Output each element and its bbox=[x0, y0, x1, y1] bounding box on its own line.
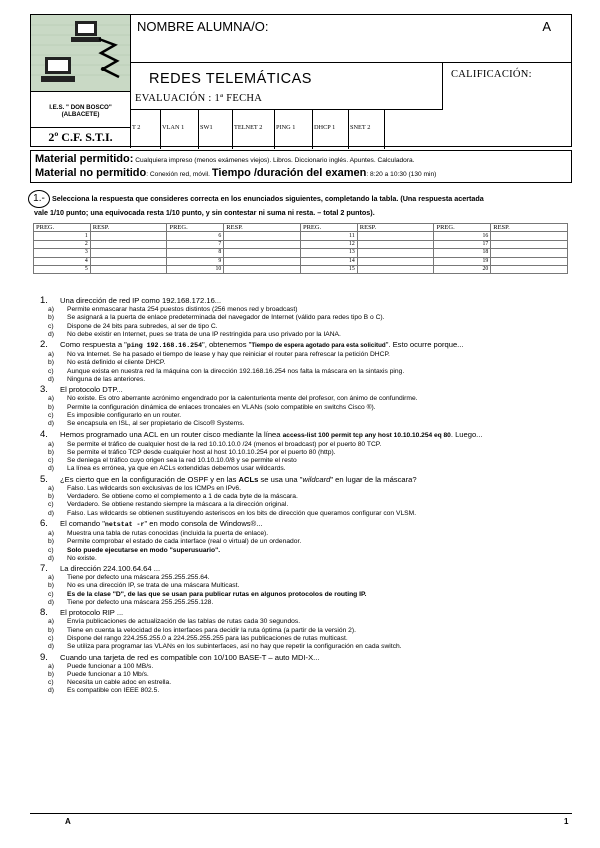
answer-cell[interactable] bbox=[224, 265, 301, 273]
option-key: a) bbox=[48, 395, 54, 403]
option-key: b) bbox=[48, 670, 54, 678]
option-text: Es compatible con IEEE 802.5. bbox=[67, 687, 160, 695]
network-computers-icon bbox=[31, 15, 131, 91]
question-number: 8 bbox=[167, 249, 224, 257]
answer-option[interactable] bbox=[40, 501, 580, 509]
option-text: No está definido el cliente DHCP. bbox=[67, 359, 166, 367]
question-number: 6 bbox=[167, 232, 224, 240]
exam-time-text: : 8:20 a 10:30 (130 min) bbox=[366, 171, 437, 178]
question-number: 16 bbox=[434, 232, 491, 240]
answer-option[interactable] bbox=[40, 687, 580, 695]
question-text: ". Esto ocurre porque... bbox=[385, 340, 464, 350]
option-key: a) bbox=[48, 440, 54, 448]
option-key: c) bbox=[48, 546, 54, 554]
command-text: access-list 100 permit tcp any host 10.10.10.254 eq 80 bbox=[282, 431, 451, 439]
question-item bbox=[40, 340, 580, 384]
option-text: Necesita un cable adoc en estrella. bbox=[67, 679, 172, 687]
answer-cell[interactable] bbox=[491, 249, 568, 257]
course-name: 2º C.F. S.T.I. bbox=[31, 127, 131, 148]
option-text: Se encapsula en ISL, al ser propietario de Cisco® Systems. bbox=[67, 420, 245, 428]
option-text: La línea es errónea, ya que en ACLs extendidas debemos usar wildcards. bbox=[67, 465, 286, 473]
option-text: Solo puede ejecutarse en modo "superusuario". bbox=[67, 546, 221, 554]
answer-option[interactable] bbox=[40, 395, 580, 403]
question-num: 4. bbox=[40, 428, 48, 440]
option-text: No es una dirección IP, se trata de una máscara Multicast. bbox=[67, 582, 240, 590]
question-text: se usa una " bbox=[258, 474, 303, 484]
question-item bbox=[40, 608, 580, 651]
option-key: d) bbox=[48, 643, 54, 651]
option-key: b) bbox=[48, 582, 54, 590]
answer-cell[interactable] bbox=[90, 265, 167, 273]
material-box bbox=[30, 150, 572, 183]
grid-row bbox=[34, 232, 568, 240]
option-key: d) bbox=[48, 376, 54, 384]
option-text: Ninguna de las anteriores. bbox=[67, 376, 146, 384]
option-key: c) bbox=[48, 322, 54, 330]
answer-cell[interactable] bbox=[224, 249, 301, 257]
option-text: Permite comprobar el estado de cada interface (real o virtual) de un ordenador. bbox=[67, 538, 302, 546]
answer-option[interactable] bbox=[40, 493, 580, 501]
answer-option[interactable] bbox=[40, 359, 580, 367]
option-key: a) bbox=[48, 618, 54, 626]
option-key: b) bbox=[48, 448, 54, 456]
option-text: Envía publicaciones de actualización de las tablas de rutas cada 30 segundos. bbox=[67, 618, 301, 626]
answer-cell[interactable] bbox=[357, 232, 434, 240]
evaluation-date: EVALUACIÓN : 1ª FECHA bbox=[135, 93, 263, 104]
question-text: La dirección 224.100.64.64 ... bbox=[60, 564, 161, 574]
answer-cell[interactable] bbox=[357, 249, 434, 257]
option-text: Tiene por defecto una máscara 255.255.255.64. bbox=[67, 574, 210, 582]
option-text: Dispone de 24 bits para subredes, al ser de tipo C. bbox=[67, 322, 218, 330]
answer-option[interactable] bbox=[40, 663, 580, 671]
grade-label: CALIFICACIÓN: bbox=[451, 69, 532, 80]
option-text: Es de la clase "D", de las que se usan para publicar rutas en algunos protocolos de routing IP. bbox=[67, 590, 367, 598]
option-text: Aunque exista en nuestra red la máquina con la dirección 192.168.16.254 nos falta la máscara en la sintaxis ping. bbox=[67, 367, 405, 375]
option-text: Puede funcionar a 10 Mb/s. bbox=[67, 670, 149, 678]
option-text: Dispone del rango 224.255.255.0 a 224.255.255.255 para las publicaciones de rutas multicast. bbox=[67, 634, 348, 642]
option-key: d) bbox=[48, 465, 54, 473]
option-text: No existe. Es otro aberrante acrónimo engendrado por la calenturienta mente del profesor, con ánimo de confundirme. bbox=[67, 395, 418, 403]
question-item bbox=[40, 430, 580, 474]
instructions-line-1: Selecciona la respuesta que consideres correcta en los enunciados siguientes, completando la tabla. (Una respuesta acertada bbox=[52, 193, 484, 203]
school-logo bbox=[31, 15, 131, 91]
question-text: Como respuesta a " bbox=[60, 340, 127, 350]
answer-option[interactable] bbox=[40, 457, 580, 465]
material-allowed-line bbox=[35, 153, 567, 167]
answer-option[interactable] bbox=[40, 510, 580, 518]
question-text: wildcard bbox=[302, 474, 331, 484]
option-key: c) bbox=[48, 457, 54, 465]
grid-header: PREG. bbox=[34, 224, 91, 232]
footer-divider bbox=[30, 813, 572, 814]
option-key: d) bbox=[48, 554, 54, 562]
option-text: Se asignará a la puerta de enlace predeterminada del navegador de Internet (válido para redes tipo B o C). bbox=[67, 314, 385, 322]
question-number: 3 bbox=[34, 249, 91, 257]
question-number: 17 bbox=[434, 240, 491, 248]
question-num: 2. bbox=[40, 339, 48, 351]
answer-cell[interactable] bbox=[90, 232, 167, 240]
grid-header: RESP. bbox=[357, 224, 434, 232]
question-text: " en modo consola de Windows®... bbox=[144, 518, 263, 528]
topic-cell: SW1 bbox=[199, 110, 233, 149]
option-key: b) bbox=[48, 538, 54, 546]
answer-option[interactable] bbox=[40, 643, 580, 651]
option-text: Puede funcionar a 100 MB/s. bbox=[67, 662, 154, 670]
school-name-line: I.E.S. " DON BOSCO" bbox=[49, 104, 112, 111]
option-text: Muestra una tabla de rutas conocidas (incluida la puerta de enlace). bbox=[67, 529, 269, 537]
option-text: Se utiliza para programar las VLANs en los subinterfaces, así no hay que repetir la configuración en cada switch. bbox=[67, 643, 402, 651]
answer-option[interactable] bbox=[40, 591, 580, 599]
question-item bbox=[40, 475, 580, 518]
option-key: a) bbox=[48, 574, 54, 582]
question-number: 10 bbox=[167, 265, 224, 273]
option-key: b) bbox=[48, 493, 54, 501]
question-number: 14 bbox=[300, 257, 357, 265]
question-num: 9. bbox=[40, 651, 48, 663]
question-text: ¿Es cierto que en la configuración de OSPF y en las bbox=[60, 474, 239, 484]
topic-cell: VLAN 1 bbox=[161, 110, 199, 149]
exam-header bbox=[30, 14, 572, 147]
option-key: a) bbox=[48, 484, 54, 492]
answer-option[interactable] bbox=[40, 465, 580, 473]
output-text: Tiempo de espera agotado para esta solicitud bbox=[251, 342, 386, 350]
answer-option[interactable] bbox=[40, 351, 580, 359]
option-text: Permite enmascarar hasta 254 puestos distintos (256 menos red y broadcast) bbox=[67, 306, 298, 313]
option-text: Falso. Las wildcards son exclusivas de los ICMPs en IPv6. bbox=[67, 484, 241, 492]
question-text: Cuando una tarjeta de red es compatible con 10/100 BASE-T – auto MDI-X... bbox=[60, 652, 320, 662]
question-text: Una dirección de red IP como 192.168.172.16... bbox=[60, 296, 222, 305]
question-text: El comando " bbox=[60, 518, 105, 528]
grid-header: PREG. bbox=[434, 224, 491, 232]
question-text: . Luego... bbox=[450, 429, 483, 439]
grid-header: RESP. bbox=[90, 224, 167, 232]
answer-cell[interactable] bbox=[357, 265, 434, 273]
question-item bbox=[40, 519, 580, 563]
question-item bbox=[40, 385, 580, 428]
question-number: 7 bbox=[167, 240, 224, 248]
question-num: 8. bbox=[40, 607, 48, 619]
question-number: 19 bbox=[434, 257, 491, 265]
answer-option[interactable] bbox=[40, 538, 580, 546]
option-text: Es imposible configurarlo en un router. bbox=[67, 411, 182, 419]
topic-cell: DHCP 1 bbox=[313, 110, 349, 149]
answer-cell[interactable] bbox=[90, 249, 167, 257]
question-number: 1 bbox=[34, 232, 91, 240]
answer-cell[interactable] bbox=[224, 232, 301, 240]
material-allowed-text: Cualquiera impreso (menos exámenes viejos). Libros. Diccionario inglés. Apuntes. Calculadora. bbox=[135, 157, 415, 164]
section-number: 1.- bbox=[28, 190, 50, 208]
grid-row bbox=[34, 257, 568, 265]
answer-option[interactable] bbox=[40, 555, 580, 563]
option-key: c) bbox=[48, 367, 54, 375]
answer-option[interactable] bbox=[40, 306, 580, 314]
answer-cell[interactable] bbox=[491, 240, 568, 248]
answer-option[interactable] bbox=[40, 404, 580, 412]
option-key: b) bbox=[48, 314, 54, 322]
answer-option[interactable] bbox=[40, 530, 580, 538]
school-city: (ALBACETE) bbox=[61, 111, 100, 118]
option-text: Permite la configuración dinámica de enlaces troncales en VLANs (solo compatible en switchs Cisco ®). bbox=[67, 403, 376, 411]
footer-version: A bbox=[65, 817, 71, 826]
material-forbidden-line bbox=[35, 167, 567, 181]
option-text: Se deniega el tráfico cuyo origen sea la red 10.10.10.0/8 y se permite el resto bbox=[67, 457, 297, 465]
page-number: 1 bbox=[564, 817, 569, 826]
instructions-line-2: vale 1/10 punto; una equivocada resta 1/10 punto, y sin contestar ni suma ni resta. – total 2 puntos). bbox=[34, 208, 375, 217]
question-number: 11 bbox=[300, 232, 357, 240]
answer-option[interactable] bbox=[40, 441, 580, 449]
answer-cell[interactable] bbox=[357, 240, 434, 248]
answer-option[interactable] bbox=[40, 420, 580, 428]
question-number: 15 bbox=[300, 265, 357, 273]
question-num: 1. bbox=[40, 295, 48, 306]
answer-option[interactable] bbox=[40, 599, 580, 607]
question-number: 4 bbox=[34, 257, 91, 265]
answer-option[interactable] bbox=[40, 376, 580, 384]
option-text: Falso. Las wildcards se obtienen sustituyendo asteriscos en los bits de dirección que queramos configurar con VLSM. bbox=[67, 509, 417, 517]
option-text: Se permite el tráfico TCP desde cualquier host al host 10.10.10.254 por el puerto 80 (http). bbox=[67, 448, 336, 456]
answer-cell[interactable] bbox=[90, 240, 167, 248]
question-num: 5. bbox=[40, 473, 48, 485]
answer-option[interactable] bbox=[40, 331, 580, 339]
exam-time-label: Tiempo /duración del examen bbox=[211, 167, 367, 179]
option-text: Se permite el tráfico de cualquier host de la red 10.10.10.0 /24 (menos el broadcast) por el puerto 80 TCP. bbox=[67, 440, 382, 448]
grid-header: RESP. bbox=[491, 224, 568, 232]
question-list bbox=[40, 296, 580, 697]
question-number: 12 bbox=[300, 240, 357, 248]
answer-option[interactable] bbox=[40, 314, 580, 322]
material-forbidden-label: Material no permitido bbox=[35, 167, 147, 179]
subject-title: REDES TELEMÁTICAS bbox=[131, 63, 443, 109]
answer-cell[interactable] bbox=[357, 257, 434, 265]
question-number: 2 bbox=[34, 240, 91, 248]
question-number: 20 bbox=[434, 265, 491, 273]
answer-option[interactable] bbox=[40, 323, 580, 331]
answer-cell[interactable] bbox=[224, 240, 301, 248]
question-text: Hemos programado una ACL en un router cisco mediante la línea bbox=[60, 429, 283, 439]
grid-row bbox=[34, 240, 568, 248]
grid-row bbox=[34, 265, 568, 273]
answer-option[interactable] bbox=[40, 485, 580, 493]
instructions bbox=[28, 190, 576, 218]
option-key: d) bbox=[48, 330, 54, 338]
answer-option[interactable] bbox=[40, 582, 580, 590]
option-key: c) bbox=[48, 590, 54, 598]
question-number: 18 bbox=[434, 249, 491, 257]
question-text: El protocolo RIP ... bbox=[60, 608, 124, 618]
answer-option[interactable] bbox=[40, 574, 580, 582]
question-number: 13 bbox=[300, 249, 357, 257]
topic-cell: SNET 2 bbox=[349, 110, 385, 149]
option-text: No existe. bbox=[67, 554, 97, 562]
answer-option[interactable] bbox=[40, 449, 580, 457]
answer-option[interactable] bbox=[40, 671, 580, 679]
material-forbidden-text: : Conexión red, móvil. bbox=[146, 171, 211, 178]
option-text: Verdadero. Se obtiene restando siempre la máscara a la dirección original. bbox=[67, 501, 289, 509]
option-text: No debe existir en Internet, pues se trata de una IP restringida para uso privado por la IANA. bbox=[67, 330, 341, 338]
grid-header: RESP. bbox=[224, 224, 301, 232]
answer-cell[interactable] bbox=[491, 232, 568, 240]
question-item bbox=[40, 564, 580, 607]
question-text: El protocolo DTP... bbox=[60, 385, 123, 395]
option-key: c) bbox=[48, 501, 54, 509]
option-key: a) bbox=[48, 529, 54, 537]
answer-cell[interactable] bbox=[224, 257, 301, 265]
option-key: b) bbox=[48, 359, 54, 367]
question-num: 7. bbox=[40, 563, 48, 575]
answer-cell[interactable] bbox=[491, 257, 568, 265]
answer-cell[interactable] bbox=[491, 265, 568, 273]
option-key: d) bbox=[48, 687, 54, 695]
topics-row bbox=[131, 109, 443, 148]
option-key: c) bbox=[48, 679, 54, 687]
material-allowed-label: Material permitido: bbox=[35, 153, 134, 165]
question-number: 9 bbox=[167, 257, 224, 265]
answer-option[interactable] bbox=[40, 627, 580, 635]
grid-row bbox=[34, 249, 568, 257]
answer-option[interactable] bbox=[40, 618, 580, 626]
topic-cell: TELNET 2 bbox=[233, 110, 275, 149]
grid-header: PREG. bbox=[300, 224, 357, 232]
option-key: d) bbox=[48, 509, 54, 517]
option-text: Tiene por defecto una máscara 255.255.255.128. bbox=[67, 599, 214, 607]
exam-version: A bbox=[542, 19, 551, 34]
answer-option[interactable] bbox=[40, 368, 580, 376]
option-key: b) bbox=[48, 626, 54, 634]
answer-option[interactable] bbox=[40, 635, 580, 643]
answer-option[interactable] bbox=[40, 547, 580, 555]
name-label: NOMBRE ALUMNA/O: bbox=[137, 19, 269, 34]
option-key: d) bbox=[48, 599, 54, 607]
option-key: c) bbox=[48, 634, 54, 642]
answer-grid bbox=[33, 223, 568, 274]
question-num: 6. bbox=[40, 517, 48, 529]
question-item bbox=[40, 296, 580, 339]
answer-option[interactable] bbox=[40, 679, 580, 687]
option-text: Verdadero. Se obtiene como el complemento a 1 de cada byte de la máscara. bbox=[67, 493, 298, 501]
topic-cell-empty bbox=[385, 110, 443, 149]
option-text: Tiene en cuenta la velocidad de los interfaces para decidir la ruta óptima (a partir de la versión 2). bbox=[67, 626, 356, 634]
option-key: c) bbox=[48, 411, 54, 419]
question-text: ACLs bbox=[238, 474, 259, 484]
question-text: ", obtenemos " bbox=[202, 340, 252, 350]
question-text: " en lugar de la máscara? bbox=[330, 474, 417, 484]
grid-header: PREG. bbox=[167, 224, 224, 232]
option-key: a) bbox=[48, 351, 54, 359]
command-text: ping 192.168.16.254 bbox=[126, 342, 203, 350]
question-item bbox=[40, 653, 580, 696]
command-text: netstat -r bbox=[104, 520, 145, 528]
answer-cell[interactable] bbox=[90, 257, 167, 265]
question-num: 3. bbox=[40, 384, 48, 396]
option-key: b) bbox=[48, 403, 54, 411]
question-number: 5 bbox=[34, 265, 91, 273]
student-name-field[interactable] bbox=[131, 15, 571, 63]
topic-cell: T 2 bbox=[131, 110, 161, 149]
option-key: d) bbox=[48, 420, 54, 428]
option-text: No va Internet. Se ha pasado el tiempo de lease y hay que reiniciar el router para refrescar la petición DHCP. bbox=[67, 351, 390, 359]
option-key: a) bbox=[48, 306, 54, 313]
option-key: a) bbox=[48, 662, 54, 670]
topic-cell: PING 1 bbox=[275, 110, 313, 149]
